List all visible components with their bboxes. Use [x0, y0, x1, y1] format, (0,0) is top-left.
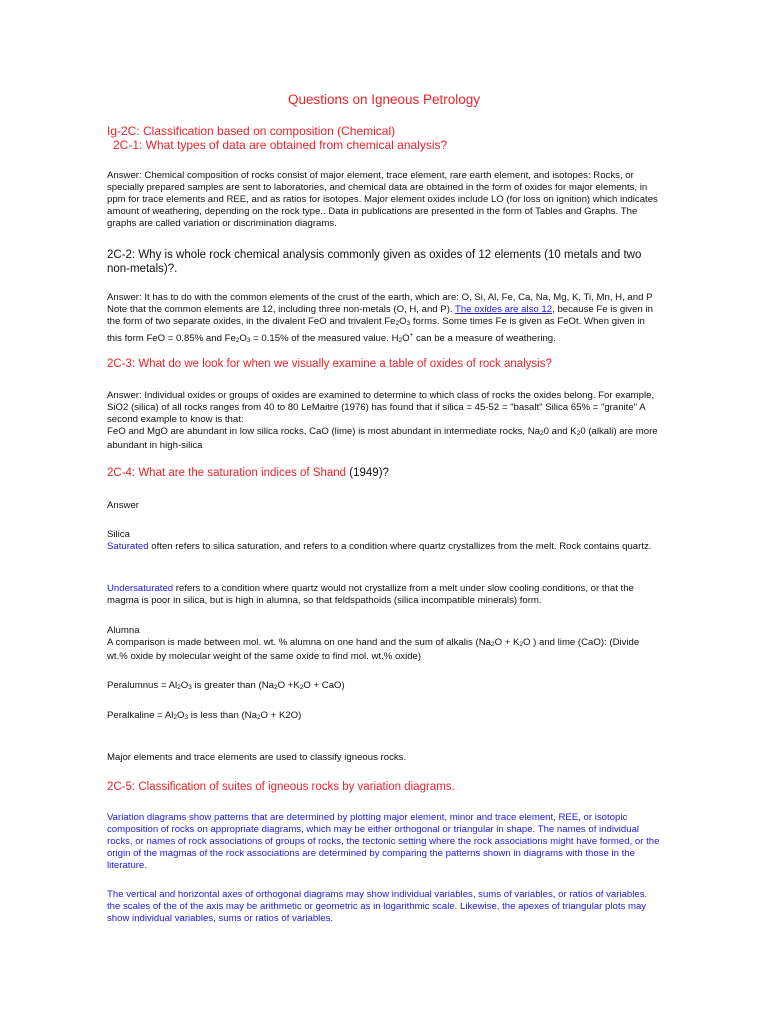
page-title: Questions on Igneous Petrology: [287, 92, 481, 107]
oxides-link[interactable]: The oxides are also 12: [455, 304, 553, 316]
alumna-text: A comparison is made between mol. wt. % alumna on one hand and the sum of alkalis ($Na_2O + K_2O$ ) and lime (CaO): (Divide wt.% oxide by molecular weight of the same oxide to find mol. wt.% oxide): [107, 637, 640, 663]
question-2c-1: 2C-1: What types of data are obtained from chemical analysis?: [113, 138, 448, 152]
saturated-definition: Saturated often refers to silica saturation, and refers to a condition where quartz crystallizes from the melt. Rock contains quartz.: [107, 541, 652, 552]
silica-label: Silica: [107, 529, 130, 540]
question-2c-5: 2C-5: Classification of suites of igneous rocks by variation diagrams.: [107, 781, 455, 793]
answer-2c-3: Answer: Individual oxides or groups of oxides are examined to determine to which class of rocks the oxides belong. For example, SiO2 (silica) of all rocks ranges from 40 to 80 LeMaitre (1976) has found that if silica = 45-52 = "basalt" Silica 65% = "granite" A second example to know is that: FeO and MgO are abundant in low silica rocks, CaO (lime) is most abundant in intermediate rocks, $Na_20$ and $K_20$ (alkali) are more abundant in high-silica: [107, 390, 658, 452]
question-2c-4: 2C-4: What are the saturation indices of Shand (1949)?: [107, 467, 389, 479]
major-elements-note: Major elements and trace elements are used to classify igneous rocks.: [107, 752, 407, 763]
answer-label: Answer: [107, 500, 139, 511]
peralumnus-definition: Peralumnus = $Al_2O_3$ is greater than $(Na_2O +K_2O + CaO)$: [107, 680, 345, 691]
axes-paragraph: The vertical and horizontal axes of orthogonal diagrams may show individual variables, sums of variables, or ratios of variables. the scales of the of the axis may be arithmetic or geometric as in logarithmic scale. Likewise, the apexes of triangular plots may show individual variables, sums or ratios of variables.: [107, 889, 648, 925]
answer-2c-1: Answer: Chemical composition of rocks consist of major element, trace element, rare earth element, and isotopes: Rocks, or specially prepared samples are sent to laboratories, and chemical data are obtained in the form of oxides for major elements, in ppm for trace elements and REE, and as ratios for isotopes. Major element oxides include LO (for loss on ignition) which indicates amount of weathering, depending on the rock type.. Data in publications are presented in the form of Tables and Graphs. The graphs are called variation or discrimination diagrams.: [107, 170, 658, 230]
section-heading: Ig-2C: Classification based on composition (Chemical): [107, 124, 396, 138]
alumna-label: Alumna: [107, 625, 140, 636]
question-2c-3: 2C-3: What do we look for when we visually examine a table of oxides of rock analysis?: [107, 358, 552, 370]
variation-diagrams-paragraph: Variation diagrams show patterns that are determined by plotting major element, minor and trace element, REE, or isotopic composition of rocks on appropriate diagrams, which may be either orthogonal or triangular in shape. The names of individual rocks, or names of rock associations of groups of rocks, the tectonic setting where the rock associations might have formed, or the origin of the magmas of the rock associations are determined by comparing the patterns shown in diagrams with those in the literature.: [107, 812, 660, 872]
answer-2c-2: Answer: It has to do with the common elements of the crust of the earth, which are: O, Si, Al, Fe, Ca, Na, Mg, K, Ti, Mn, H, and P Note that the common elements are 12, including three non-metals (O, H, and P). The oxides are also 12, because Fe is given in the form of two separate oxides, in the divalent FeO and trivalent $Fe_2O_3$ forms. Some times Fe is given as FeOt. When given in this form FeO = 0.85% and $Fe_2O_3 = 0.15\%$ of the measured value. $H_2O^+$ can be a measure of weathering.: [107, 292, 653, 345]
question-2c-2: 2C-2: Why is whole rock chemical analysis commonly given as oxides of 12 elements (10 metals and two non-metals)?.: [107, 249, 642, 275]
peralkaline-definition: Peralkaline = $Al_2O_3$ is less than $(Na_2O + K2O)$: [107, 710, 302, 721]
undersaturated-definition: Undersaturated refers to a condition where quartz would not crystallize from a melt under slow cooling conditions, or that the magma is poor in silica, but is high in alumna, so that feldspathoids (silica incompatible minerals) form.: [107, 583, 634, 607]
